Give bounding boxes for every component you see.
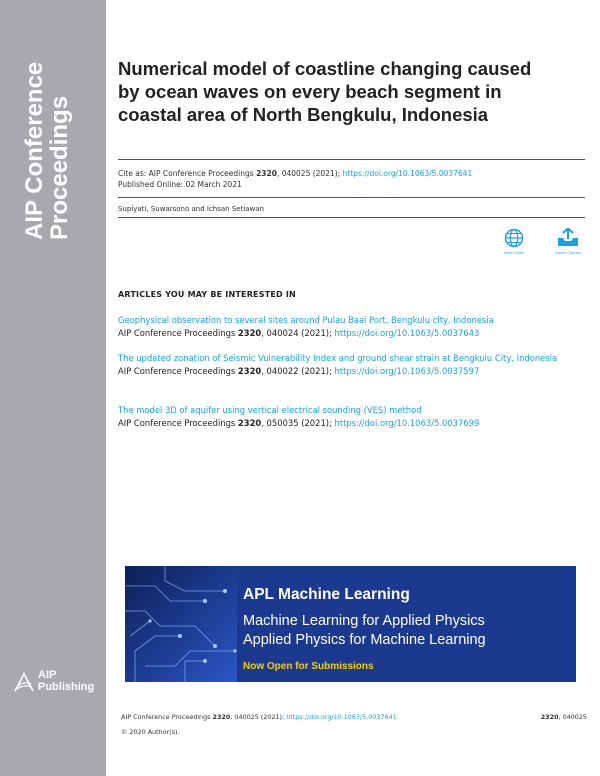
aip-logo-icon <box>13 671 35 693</box>
doi-link[interactable]: https://doi.org/10.1063/5.0037597 <box>334 366 480 376</box>
published-date: Published Online: 02 March 2021 <box>118 180 242 189</box>
list-item <box>118 404 588 430</box>
publisher-name-line2: Publishing <box>38 681 95 693</box>
divider <box>118 217 585 218</box>
related-articles-heading: ARTICLES YOU MAY BE INTERESTED IN <box>118 290 296 299</box>
journal-name: AIP Conference Proceedings <box>21 61 73 240</box>
circuit-art <box>125 566 237 682</box>
footer-page-ref: 2320, 040025 <box>540 713 587 721</box>
footer-citation: AIP Conference Proceedings 2320, 040025 (2021); https://doi.org/10.1063/5.0037641 <box>121 713 397 721</box>
authors: Supiyati, Suwarsono and Ichsan Setiawan <box>118 205 265 213</box>
related-article-ref: AIP Conference Proceedings 2320, 050035 (2021); https://doi.org/10.1063/5.0037699 <box>118 418 480 428</box>
doi-link[interactable]: https://doi.org/10.1063/5.0037699 <box>334 418 480 428</box>
publisher-name-line1: AIP <box>38 669 57 681</box>
related-article-ref: AIP Conference Proceedings 2320, 040022 (2021); https://doi.org/10.1063/5.0037597 <box>118 366 480 376</box>
copyright: © 2020 Author(s). <box>121 728 180 736</box>
related-article-link[interactable]: Geophysical observation to several sites around Pulau Baai Port, Bengkulu city, Indonesia <box>118 315 494 325</box>
banner-title: APL Machine Learning <box>243 586 410 603</box>
publisher-logo[interactable] <box>13 669 99 697</box>
cite-line: Cite as: AIP Conference Proceedings 2320, 040025 (2021); https://doi.org/10.1063/5.0037641 <box>118 169 473 178</box>
doi-link[interactable]: https://doi.org/10.1063/5.0037641 <box>342 169 473 178</box>
banner-line: Machine Learning for Applied Physics <box>243 613 485 629</box>
export-tray-icon <box>557 228 579 248</box>
related-article-link[interactable]: The updated zonation of Seismic Vulnerability Index and ground shear strain at Bengkulu City, Indonesia <box>118 353 558 363</box>
divider <box>118 197 585 198</box>
related-article-ref: AIP Conference Proceedings 2320, 040024 (2021); https://doi.org/10.1063/5.0037643 <box>118 328 480 338</box>
export-citation-label: Export Citation <box>554 251 582 255</box>
doi-link[interactable]: https://doi.org/10.1063/5.0037643 <box>334 328 480 338</box>
banner-cta[interactable]: Now Open for Submissions <box>243 661 374 672</box>
banner-line: Applied Physics for Machine Learning <box>243 632 486 648</box>
view-online-button[interactable] <box>494 228 534 255</box>
sidebar <box>0 0 106 776</box>
divider <box>118 159 585 160</box>
view-online-label: View Online <box>503 251 525 255</box>
doi-link[interactable]: https://doi.org/10.1063/5.0037641 <box>286 713 397 721</box>
list-item <box>118 314 588 340</box>
related-article-link[interactable]: The model 3D of aquifer using vertical electrical sounding (VES) method <box>118 405 422 415</box>
globe-icon <box>504 228 524 248</box>
list-item <box>118 352 588 378</box>
paper-title: Numerical model of coastline changing caused by ocean waves on every beach segment in coastal area of North Bengkulu, Indonesia <box>118 58 532 125</box>
citation-block <box>118 168 472 190</box>
advertisement-banner[interactable] <box>125 566 576 682</box>
export-citation-button[interactable] <box>548 228 588 255</box>
